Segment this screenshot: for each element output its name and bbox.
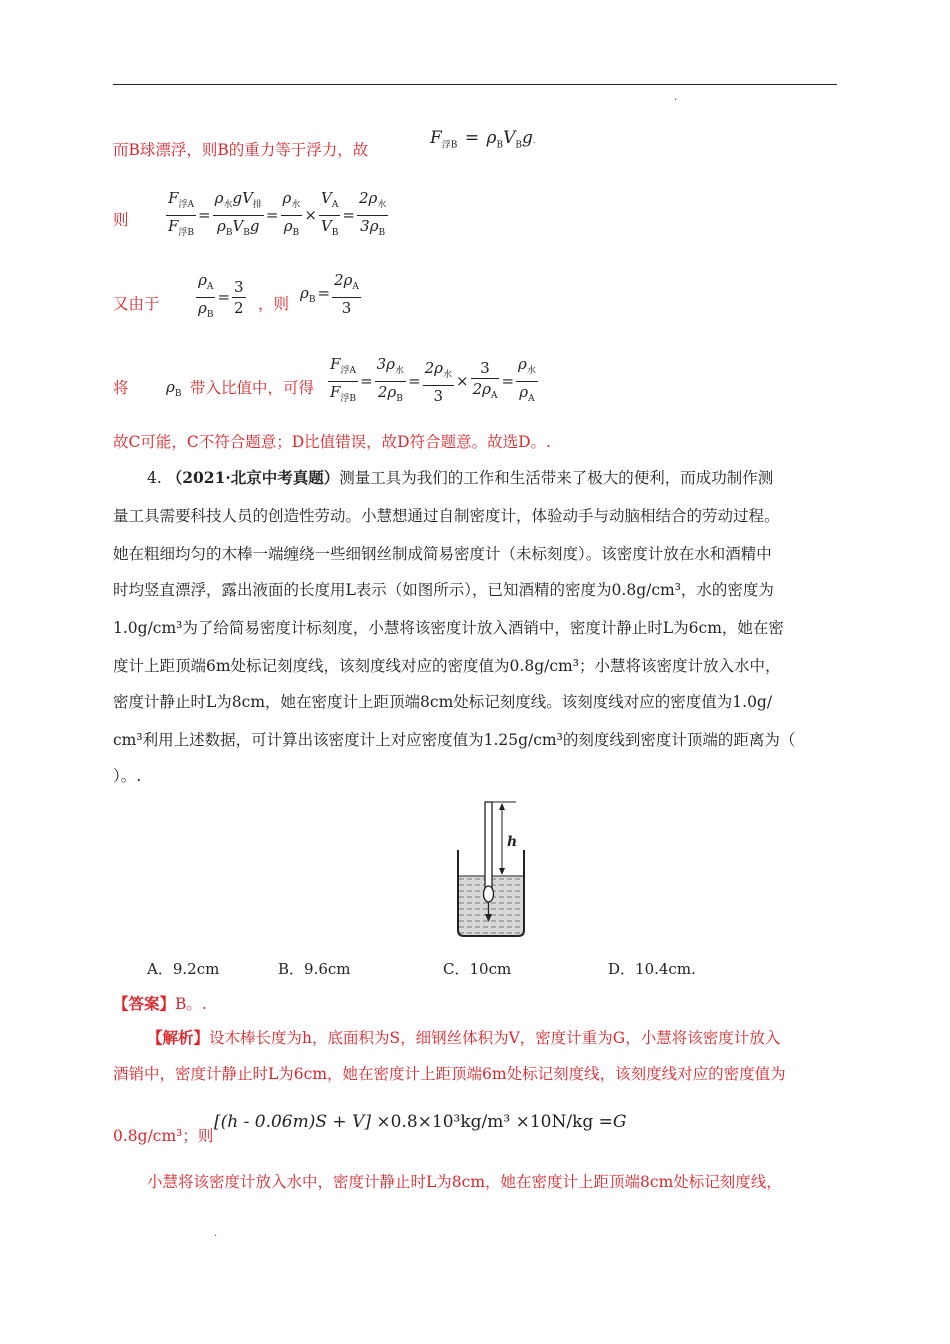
h-label: h: [507, 834, 518, 850]
answer-line: [113, 992, 207, 1016]
question-line-5: 度计上距顶端6m处标记刻度线，该刻度线对应的密度值为0.8g/cm³；小慧将该密度计放入水中，: [113, 657, 781, 675]
formula-rho-b-symbol: $\rho_B$: [166, 378, 182, 399]
header-mark: .: [674, 92, 678, 103]
question-line-8: ）。.: [113, 767, 142, 785]
question-line-2: 她在粗细均匀的木棒一端缠绕一些细钢丝制成简易密度计（未标刻度）。该密度计放在水和酒精中: [113, 545, 772, 563]
question-line-3: 时均竖直漂浮，露出液面的长度用L表示（如图所示），已知酒精的密度为0.8g/cm³，水的密度为: [113, 581, 774, 599]
formula-buoyancy-b: $F_{浮B} = \rho_BV_Bg$.: [430, 128, 536, 151]
header-rule: [113, 84, 837, 85]
solution-line-4-prefix: 将: [113, 379, 129, 397]
formula-ratio-2: $\frac{F_{浮A}}{F_{浮B}}$ = $\frac{3\rho_水}{2\rho_B}$ = $\frac{2\rho_水}{3}$ × $\frac{3}{2\rho_A}$ = $\frac{\rho_水}{\rho_A}$: [330, 355, 536, 405]
footer-mark: .: [214, 1228, 218, 1239]
solution-line-2-prefix: 则: [113, 211, 129, 229]
question-number: 4.: [147, 469, 162, 487]
stick: [485, 802, 492, 888]
question-line-1: 量工具需要科技人员的创造性劳动。小慧想通过自制密度计，体验动手与动脑相结合的劳动过程。: [113, 507, 780, 525]
question-line-4: 1.0g/cm³为了给简易密度计标刻度，小慧将该密度计放入酒销中，密度计静止时L为6cm，她在密: [113, 619, 784, 637]
choice-d: D．10.4cm.: [608, 960, 696, 978]
solution-line-1-text: 而B球漂浮，则B的重力等于浮力，故: [113, 141, 369, 159]
choice-b: B．9.6cm: [278, 960, 351, 978]
question-first-line: [147, 466, 847, 490]
analysis-line-1: [147, 1026, 847, 1050]
question-line-6: 密度计静止时L为8cm，她在密度计上距顶端8cm处标记刻度线。该刻度线对应的密度值为1.0g/: [113, 693, 773, 711]
choice-a: A．9.2cm: [147, 960, 220, 978]
analysis-label: 【解析】: [147, 1028, 210, 1047]
question-line-0: 测量工具为我们的工作和生活带来了极大的便利，而成功制作测: [339, 469, 774, 487]
choice-c: C．10cm: [443, 960, 512, 978]
answer-label: 【答案】: [113, 994, 176, 1013]
solution-conclusion: 故C可能，C不符合题意；D比值错误，故D符合题意。故选D。.: [113, 433, 551, 451]
analysis-text-1: 设木棒长度为h，底面积为S，细钢丝体积为V，密度计重为G，小慧将该密度计放入: [209, 1029, 781, 1047]
formula-equilibrium: [(h - 0.06m)S + V] ×0.8×10³kg/m³ ×10N/kg =G: [214, 1112, 627, 1132]
hydrometer-figure: [450, 798, 540, 943]
answer-value: B。.: [175, 995, 207, 1013]
formula-density-ratio: $\frac{\rho_A}{\rho_B}$ = $\frac{3}{2}$: [198, 271, 244, 320]
analysis-line-3-prefix: 0.8g/cm³；则: [113, 1127, 214, 1145]
formula-rho-b: $\rho_B$ = $\frac{2\rho_A}{3}$: [300, 271, 359, 317]
analysis-line-4: 小慧将该密度计放入水中，密度计静止时L为8cm，她在密度计上距顶端8cm处标记刻度线，: [147, 1173, 782, 1191]
analysis-line-2: 酒销中，密度计静止时L为6cm，她在密度计上距顶端6m处标记刻度线，该刻度线对应的密度值为: [113, 1065, 786, 1083]
solution-line-3-mid: ，则: [258, 295, 290, 313]
solution-line-3-prefix: 又由于: [113, 295, 160, 313]
question-line-7: cm³利用上述数据，可计算出该密度计上对应密度值为1.25g/cm³的刻度线到密度计顶端的距离为（: [113, 731, 796, 749]
solution-line-4-mid: 带入比值中，可得: [190, 379, 315, 397]
formula-ratio-1: $\frac{F_{浮A}}{F_{浮B}}$ = $\frac{\rho_水gV_排}{\rho_BV_Bg}$ = $\frac{\rho_水}{\rho_B}$ × $\frac{V_A}{V_B}$ = $\frac{2\rho_水}{3\rho_B}$: [168, 189, 387, 238]
wire-weight: [484, 886, 494, 902]
question-source: （2021·北京中考真题）: [166, 468, 340, 487]
